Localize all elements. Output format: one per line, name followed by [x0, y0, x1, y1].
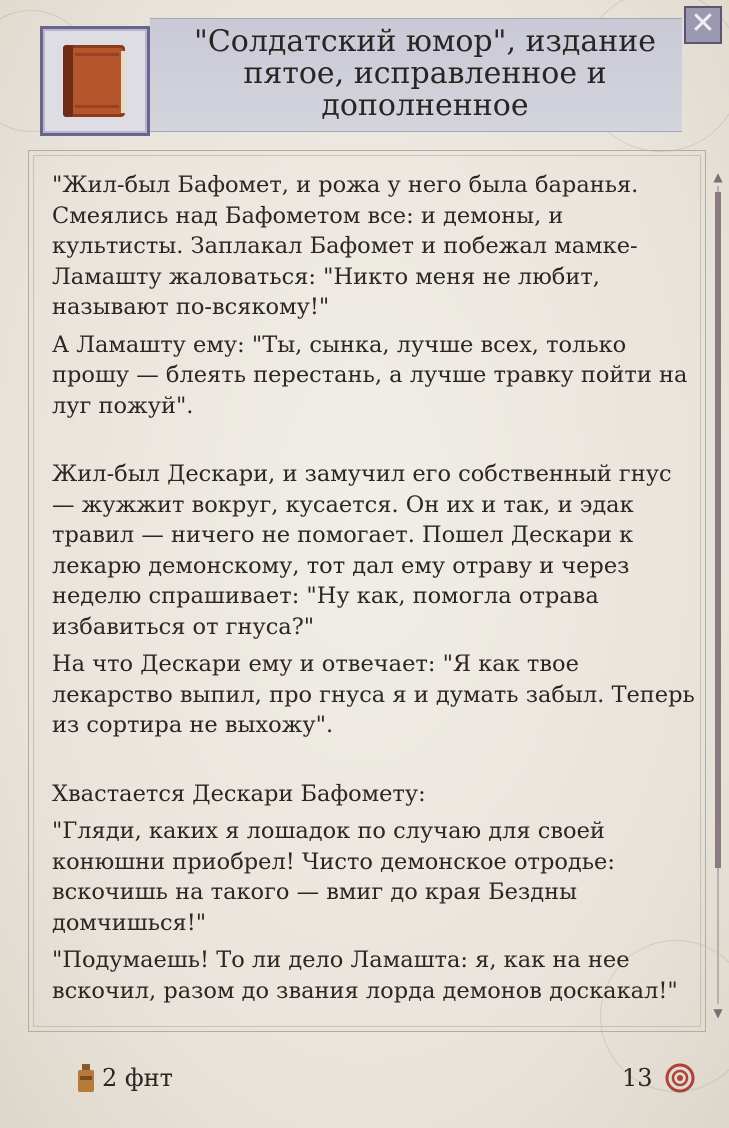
paragraph: "Подумаешь! То ли дело Ламашта: я, как на нее вскочил, разом до звания лорда демонов доскакал!" [52, 947, 678, 1004]
price-value: 13 [622, 1064, 653, 1092]
coin-icon [664, 1062, 696, 1094]
scrollbar[interactable] [712, 170, 724, 1020]
scroll-thumb[interactable] [715, 192, 721, 868]
paragraph: "Гляди, каких я лошадок по случаю для своей конюшни приобрел! Чисто демонское отродье: вскочишь на такого — вмиг до края Бездны домчишься!" [52, 818, 615, 936]
item-icon-frame [40, 26, 150, 136]
scroll-down-arrow-icon[interactable]: ▼ [713, 1006, 723, 1020]
weight-value: 2 фнт [102, 1064, 173, 1092]
paragraph: Жил-был Дескари, и замучил его собственный гнус — жужжит вокруг, кусается. Он их и так, и эдак травил — ничего не помогает. Пошел Дескари к лекарю демонскому, тот дал ему отраву и через неделю спрашивает: "Ну как, помогла отрава избавиться от гнуса?" [52, 461, 672, 640]
paragraph: На что Дескари ему и отвечает: "Я как твое лекарство выпил, про гнуса я и думать забыл. Теперь из сортира не выхожу". [52, 651, 695, 738]
paragraph: Хвастается Дескари Бафомету: [52, 780, 426, 807]
paragraph: "Жил-был Бафомет, и рожа у него была баранья. Смеялись над Бафометом все: и демоны, и культисты. Заплакал Бафомет и побежал мамке-Ламашту жаловаться: "Никто меня не любит, называют по-всякому!" [52, 172, 639, 320]
close-icon: ✕ [690, 6, 716, 41]
book-icon [51, 37, 137, 123]
weight-icon [74, 1062, 98, 1094]
description-text [52, 170, 700, 1022]
close-button[interactable] [684, 6, 722, 44]
footer [0, 1040, 729, 1128]
item-title: "Солдатский юмор", издание пятое, исправленное и дополненное [194, 24, 656, 123]
paragraph: А Ламашту ему: "Ты, сынка, лучше всех, только прошу — блеять перестань, а лучше травку пойти на луг пожуй". [52, 331, 688, 419]
scroll-up-arrow-icon[interactable]: ▲ [713, 170, 723, 184]
